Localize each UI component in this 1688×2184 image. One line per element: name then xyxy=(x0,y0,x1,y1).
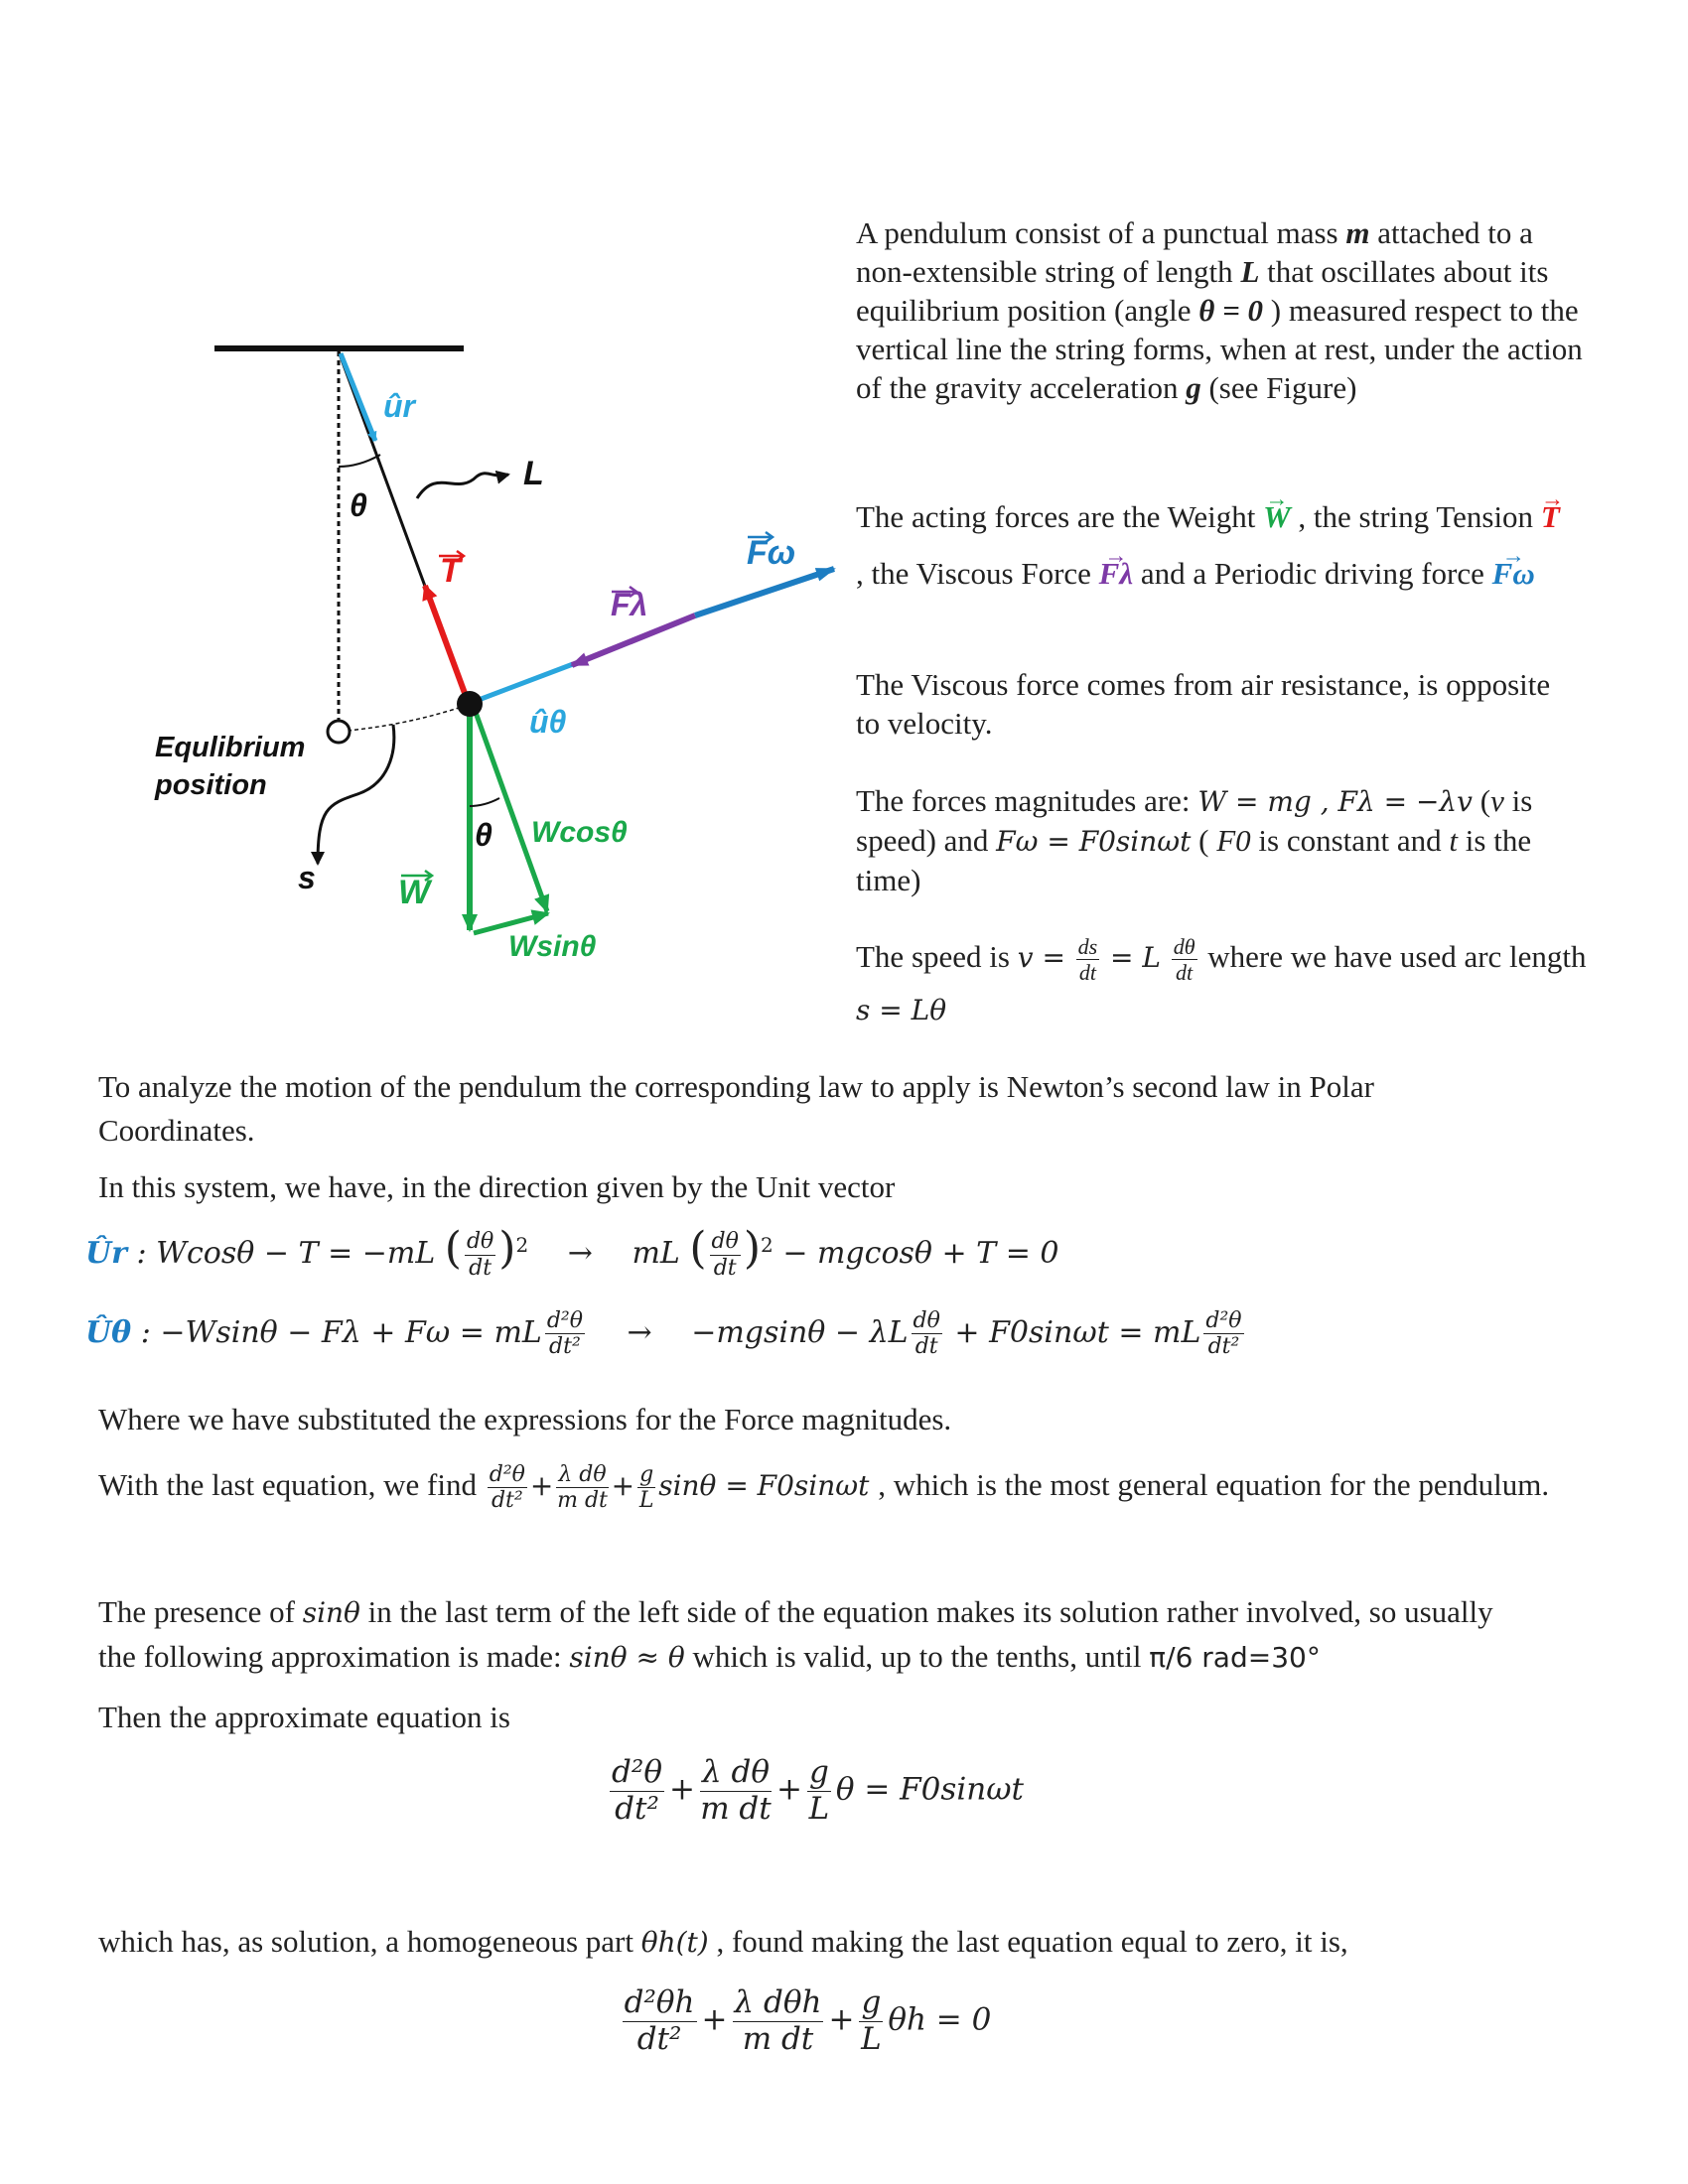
homogeneous-equation: $\frac{\text{d²θh}}{\text{dt²}}$ + $\frac{\text{λ dθh}}{\text{m dt}}$ + $\frac{g}{L}$ θh = 0 xyxy=(624,1984,992,2057)
magnitudes-paragraph: The forces magnitudes are: W = mg , Fλ = −λv (v is speed) and Fω = F0sinωt ( F0 is constant and t is the time) xyxy=(856,783,1533,897)
forces-paragraph: The acting forces are the Weight → W , the string Tension → T , the Viscous Force → Fλ and a Periodic driving force → Fω xyxy=(856,488,1571,602)
Fomega-label: Fω xyxy=(747,534,796,572)
intro-paragraph: A pendulum consist of a punctual mass m attached to a non-extensible string of length L that oscillates about its equilibrium position (angle θ = 0 ) measured respect to the vertical line the string forms, when at rest, under the action of the gravity acceleration g (see Figure) xyxy=(856,215,1583,405)
pendulum-figure xyxy=(0,0,854,993)
theta-arc-top xyxy=(339,455,380,467)
theta-label-bottom: θ xyxy=(475,817,492,853)
mass-point xyxy=(457,691,483,717)
dtheta-dt-fraction: $\frac{d\theta}{dt}$ xyxy=(1173,934,1196,986)
speed-paragraph: The speed is v = $\frac{ds}{dt}$ = L $\frac{d\theta}{dt}$ where we have used arc length s = Lθ xyxy=(856,934,1587,1026)
radial-equation: Ûr : Wcosθ − T = −mL ( $\frac{d\theta}{dt}$ )$^2$ → mL ( $\frac{d\theta}{dt}$ )$^2$ − mgcosθ + T = 0 xyxy=(85,1223,1059,1281)
equilibrium-label-1: Equlibrium xyxy=(155,732,306,763)
wsin-label: Wsinθ xyxy=(508,930,597,963)
L-label: L xyxy=(523,455,544,492)
homogeneous-paragraph: which has, as solution, a homogeneous part θh(t) , found making the last equation equal to zero, it is, xyxy=(98,1924,1348,1959)
theta-label-top: θ xyxy=(350,487,367,523)
substituted-paragraph: Where we have substituted the expressions for the Force magnitudes. xyxy=(98,1402,952,1436)
Flambda-label: Fλ xyxy=(611,587,648,622)
ur-vector xyxy=(341,353,375,441)
theta-arc-bottom xyxy=(470,798,499,806)
viscous-symbol: → Fλ xyxy=(1099,545,1133,602)
ur-label: ûr xyxy=(383,388,415,424)
tension-symbol: → T xyxy=(1541,488,1560,545)
s-label: s xyxy=(298,860,316,895)
newton-paragraph: To analyze the motion of the pendulum the corresponding law to apply is Newton’s second law in Polar Coordinates. xyxy=(98,1069,1374,1148)
T-label: T xyxy=(440,552,461,590)
viscous-force-arrow xyxy=(572,615,695,665)
s-pointer xyxy=(318,725,394,864)
weight-symbol: → W xyxy=(1263,488,1291,545)
unit-vector-paragraph: In this system, we have, in the direction given by the Unit vector xyxy=(98,1169,896,1204)
utheta-label: ûθ xyxy=(529,704,567,740)
W-label: W xyxy=(398,874,431,911)
general-equation-paragraph: With the last equation, we find $\frac{\text{d²θ}}{\text{dt²}}$ + $\frac{\text{λ dθ}}{\text{m dt}}$ + $\frac{g}{L}$ sinθ = F0sinωt , which is the most general equation for the pendulum. xyxy=(98,1461,1550,1513)
equilibrium-arc xyxy=(348,707,462,731)
driving-symbol: → Fω xyxy=(1492,545,1535,602)
driving-force-arrow xyxy=(695,569,834,615)
utheta-vector xyxy=(471,664,573,703)
ds-dt-fraction: $\frac{ds}{dt}$ xyxy=(1077,934,1098,986)
then-paragraph: Then the approximate equation is xyxy=(98,1700,510,1734)
tension-arrow xyxy=(425,586,469,704)
equilibrium-label-2: position xyxy=(155,769,267,801)
approximation-paragraph: The presence of sinθ in the last term of the left side of the equation makes its solution rather involved, so usually the following approximation is made: sinθ ≈ θ which is valid, up to the tenths, until π/6 rad=30° xyxy=(98,1594,1493,1674)
viscous-paragraph: The Viscous force comes from air resistance, is opposite to velocity. xyxy=(856,667,1551,741)
wcos-label: Wcosθ xyxy=(531,816,628,849)
tangential-equation: Ûθ : −Wsinθ − Fλ + Fω = mL $\frac{\text{d²θ}}{\text{dt²}}$ → −mgsinθ − λL $\frac{d\theta}{dt}$ + F0sinωt = mL $\frac{\text{d²θ}}{\text{dt²}}$ xyxy=(85,1308,1242,1360)
L-pointer xyxy=(417,474,508,498)
equilibrium-point xyxy=(328,721,350,743)
approximate-equation: $\frac{\text{d²θ}}{\text{dt²}}$ + $\frac{\text{λ dθ}}{\text{m dt}}$ + $\frac{g}{L}$ θ = F0sinωt xyxy=(612,1754,1024,1827)
